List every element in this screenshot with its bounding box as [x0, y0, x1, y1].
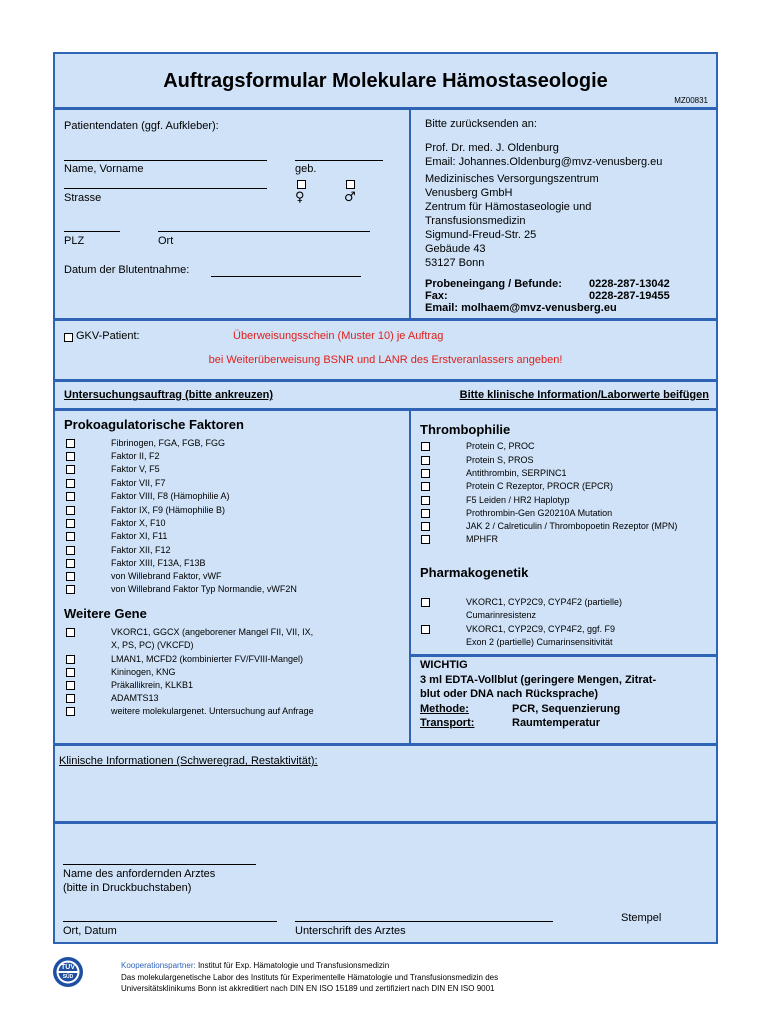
lab-email: Email: molhaem@mvz-venusberg.eu [425, 302, 617, 314]
test-label: Protein S, PROS [466, 455, 534, 465]
important-box [409, 655, 718, 745]
transport-label: Transport: [420, 717, 475, 729]
test-label: Faktor II, F2 [111, 451, 160, 461]
test-label-continuation: Exon 2 (partielle) Cumarinsensitivität [466, 637, 613, 647]
test-checkbox[interactable] [421, 535, 430, 544]
test-checkbox[interactable] [66, 628, 75, 637]
blood-date-line[interactable] [211, 276, 361, 277]
doctor-name-label: Name des anfordernden Arztes [63, 868, 216, 880]
name-label: Name, Vorname [64, 163, 144, 175]
probe-phone: 0228-287-13042 [589, 278, 670, 290]
footer-partner [121, 961, 389, 970]
test-label-continuation: Cumarinresistenz [466, 610, 537, 620]
test-label: Faktor VIII, F8 (Hämophilie A) [111, 491, 230, 501]
test-label: Faktor XI, F11 [111, 531, 168, 541]
place-date-label: Ort, Datum [63, 925, 117, 937]
ort-label: Ort [158, 235, 174, 247]
gkv-label: GKV-Patient: [76, 330, 140, 342]
order-header-box [53, 380, 718, 410]
test-label: Kininogen, KNG [111, 667, 176, 677]
address-line: Sigmund-Freud-Str. 25 [425, 229, 537, 241]
further-genes-heading: Weitere Gene [64, 606, 147, 621]
doctor-name-hint: (bitte in Druckbuchstaben) [63, 882, 192, 894]
gkv-box [53, 319, 718, 381]
test-checkbox[interactable] [66, 492, 75, 501]
tuv-logo [52, 956, 84, 988]
test-checkbox[interactable] [66, 585, 75, 594]
tuv-logo-subtext: SÜD [62, 974, 74, 980]
address-line: Medizinisches Versorgungszentrum [425, 173, 599, 185]
test-checkbox[interactable] [66, 519, 75, 528]
patient-heading: Patientendaten (ggf. Aufkleber): [64, 120, 219, 132]
method-label: Methode: [420, 703, 469, 715]
geb-label: geb. [295, 163, 317, 175]
thrombophilia-heading: Thrombophilie [420, 422, 511, 437]
clinical-info-label: Klinische Informationen (Schweregrad, Restaktivität): [59, 755, 318, 767]
tuv-seal-icon [52, 956, 84, 988]
test-label: LMAN1, MCFD2 (kombinierter FV/FVIII-Mangel) [111, 654, 304, 664]
test-checkbox[interactable] [66, 465, 75, 474]
signature-label: Unterschrift des Arztes [295, 925, 406, 937]
tests-right-box [409, 409, 718, 656]
important-heading: WICHTIG [420, 659, 468, 671]
partner-label: Kooperationspartner: [121, 961, 196, 970]
address-line: Zentrum für Hämostaseologie und [425, 201, 592, 213]
test-checkbox[interactable] [66, 694, 75, 703]
test-label: F5 Leiden / HR2 Haplotyp [466, 495, 570, 505]
test-checkbox[interactable] [66, 681, 75, 690]
pharmaco-heading: Pharmakogenetik [420, 565, 529, 580]
gkv-note: Überweisungsschein (Muster 10) je Auftrag [233, 330, 444, 342]
test-label: VKORC1, GGCX (angeborener Mangel FII, VII, IX, [111, 627, 314, 637]
form-code: MZ00831 [674, 96, 708, 105]
test-checkbox[interactable] [66, 506, 75, 515]
transport-value: Raumtemperatur [512, 717, 601, 729]
signature-box [53, 822, 718, 944]
order-header-left: Untersuchungsauftrag (bitte ankreuzen) [64, 389, 274, 401]
plz-line[interactable] [64, 231, 120, 232]
place-date-line[interactable] [63, 921, 277, 922]
order-header-right: Bitte klinische Information/Laborwerte beifügen [459, 389, 709, 401]
patient-box [53, 108, 411, 320]
test-checkbox[interactable] [421, 442, 430, 451]
test-checkbox[interactable] [421, 456, 430, 465]
doctor-name: Prof. Dr. med. J. Oldenburg [425, 142, 559, 154]
test-label: JAK 2 / Calreticulin / Thrombopoetin Rezeptor (MPN) [466, 521, 678, 531]
test-checkbox[interactable] [66, 532, 75, 541]
test-checkbox[interactable] [66, 572, 75, 581]
gkv-checkbox[interactable] [64, 333, 73, 342]
stamp-label: Stempel [621, 912, 662, 924]
address-line: Transfusionsmedizin [425, 215, 526, 227]
test-checkbox[interactable] [66, 452, 75, 461]
test-checkbox[interactable] [421, 469, 430, 478]
test-label: von Willebrand Faktor, vWF [111, 571, 222, 581]
test-label: ADAMTS13 [111, 693, 159, 703]
clinical-info-box[interactable] [53, 744, 718, 823]
test-checkbox[interactable] [421, 598, 430, 607]
address-line: 53127 Bonn [425, 257, 485, 269]
doctor-email: Email: Johannes.Oldenburg@mvz-venusberg.eu [425, 156, 663, 168]
test-label: VKORC1, CYP2C9, CYP4F2, ggf. F9 [466, 624, 616, 634]
test-checkbox[interactable] [421, 625, 430, 634]
test-label: Faktor XIII, F13A, F13B [111, 558, 206, 568]
test-label: Antithrombin, SERPINC1 [466, 468, 567, 478]
street-label: Strasse [64, 192, 102, 204]
test-label: Prothrombin-Gen G20210A Mutation [466, 508, 613, 518]
tests-left-box [53, 409, 411, 745]
geb-line[interactable] [295, 160, 383, 161]
address-line: Gebäude 43 [425, 243, 486, 255]
test-label: MPHFR [466, 534, 498, 544]
title-box [53, 52, 718, 109]
test-label: weitere molekulargenet. Untersuchung auf Anfrage [111, 706, 314, 716]
test-checkbox[interactable] [421, 509, 430, 518]
footer-accreditation-2: Universitätsklinikums Bonn ist akkreditiert nach DIN EN ISO 15189 und zertifiziert nach DIN EN ISO 9001 [121, 984, 495, 993]
female-checkbox[interactable] [297, 180, 306, 189]
test-checkbox[interactable] [66, 707, 75, 716]
test-label: Faktor IX, F9 (Hämophilie B) [111, 505, 226, 515]
test-label: Protein C Rezeptor, PROCR (EPCR) [466, 481, 614, 491]
sample-requirement-2: blut oder DNA nach Rücksprache) [420, 688, 599, 700]
street-line[interactable] [64, 188, 267, 189]
female-icon: ♀ [295, 190, 305, 205]
test-label: Fibrinogen, FGA, FGB, FGG [111, 438, 226, 448]
partner-text: Institut für Exp. Hämatologie und Transfusionsmedizin [197, 961, 390, 970]
test-label: Faktor VII, F7 [111, 478, 166, 488]
test-checkbox[interactable] [421, 522, 430, 531]
test-label-continuation: X, PS, PC) (VKCFD) [111, 640, 194, 650]
test-label: VKORC1, CYP2C9, CYP4F2 (partielle) [466, 597, 623, 607]
test-label: Faktor V, F5 [111, 464, 160, 474]
form-title: Auftragsformular Molekulare Hämostaseologie [163, 70, 608, 92]
gkv-note-2: bei Weiterüberweisung BSNR und LANR des Erstveranlassers angeben! [208, 354, 563, 366]
return-heading: Bitte zurücksenden an: [425, 118, 537, 130]
test-checkbox[interactable] [66, 655, 75, 664]
doctor-name-line[interactable] [63, 864, 256, 865]
footer-accreditation: Das molekulargenetische Labor des Instituts für Experimentelle Hämatologie und Transfusionsmedizin des [121, 973, 499, 982]
procoag-heading: Prokoagulatorische Faktoren [64, 417, 244, 432]
address-line: Venusberg GmbH [425, 187, 513, 199]
fax-number: 0228-287-19455 [589, 290, 670, 302]
test-label: Faktor XII, F12 [111, 545, 171, 555]
probe-label: Probeneingang / Befunde: [425, 278, 562, 290]
ort-line[interactable] [158, 231, 370, 232]
return-address-box [409, 108, 718, 320]
blood-date-label: Datum der Blutentnahme: [64, 264, 190, 276]
test-label: Faktor X, F10 [111, 518, 166, 528]
male-icon: ♂ [344, 190, 356, 205]
method-value: PCR, Sequenzierung [512, 703, 621, 715]
test-checkbox[interactable] [66, 668, 75, 677]
test-checkbox[interactable] [66, 546, 75, 555]
test-label: Protein C, PROC [466, 441, 535, 451]
male-checkbox[interactable] [346, 180, 355, 189]
tuv-logo-text: TÜV [61, 964, 75, 971]
name-line[interactable] [64, 160, 267, 161]
test-checkbox[interactable] [421, 496, 430, 505]
signature-line[interactable] [295, 921, 553, 922]
sample-requirement: 3 ml EDTA-Vollblut (geringere Mengen, Zitrat- [420, 674, 657, 686]
test-label: von Willebrand Faktor Typ Normandie, vWF2N [111, 584, 297, 594]
test-checkbox[interactable] [421, 482, 430, 491]
plz-label: PLZ [64, 235, 85, 247]
test-checkbox[interactable] [66, 559, 75, 568]
test-label: Präkallikrein, KLKB1 [111, 680, 194, 690]
fax-label: Fax: [425, 290, 448, 302]
test-checkbox[interactable] [66, 439, 75, 448]
test-checkbox[interactable] [66, 479, 75, 488]
